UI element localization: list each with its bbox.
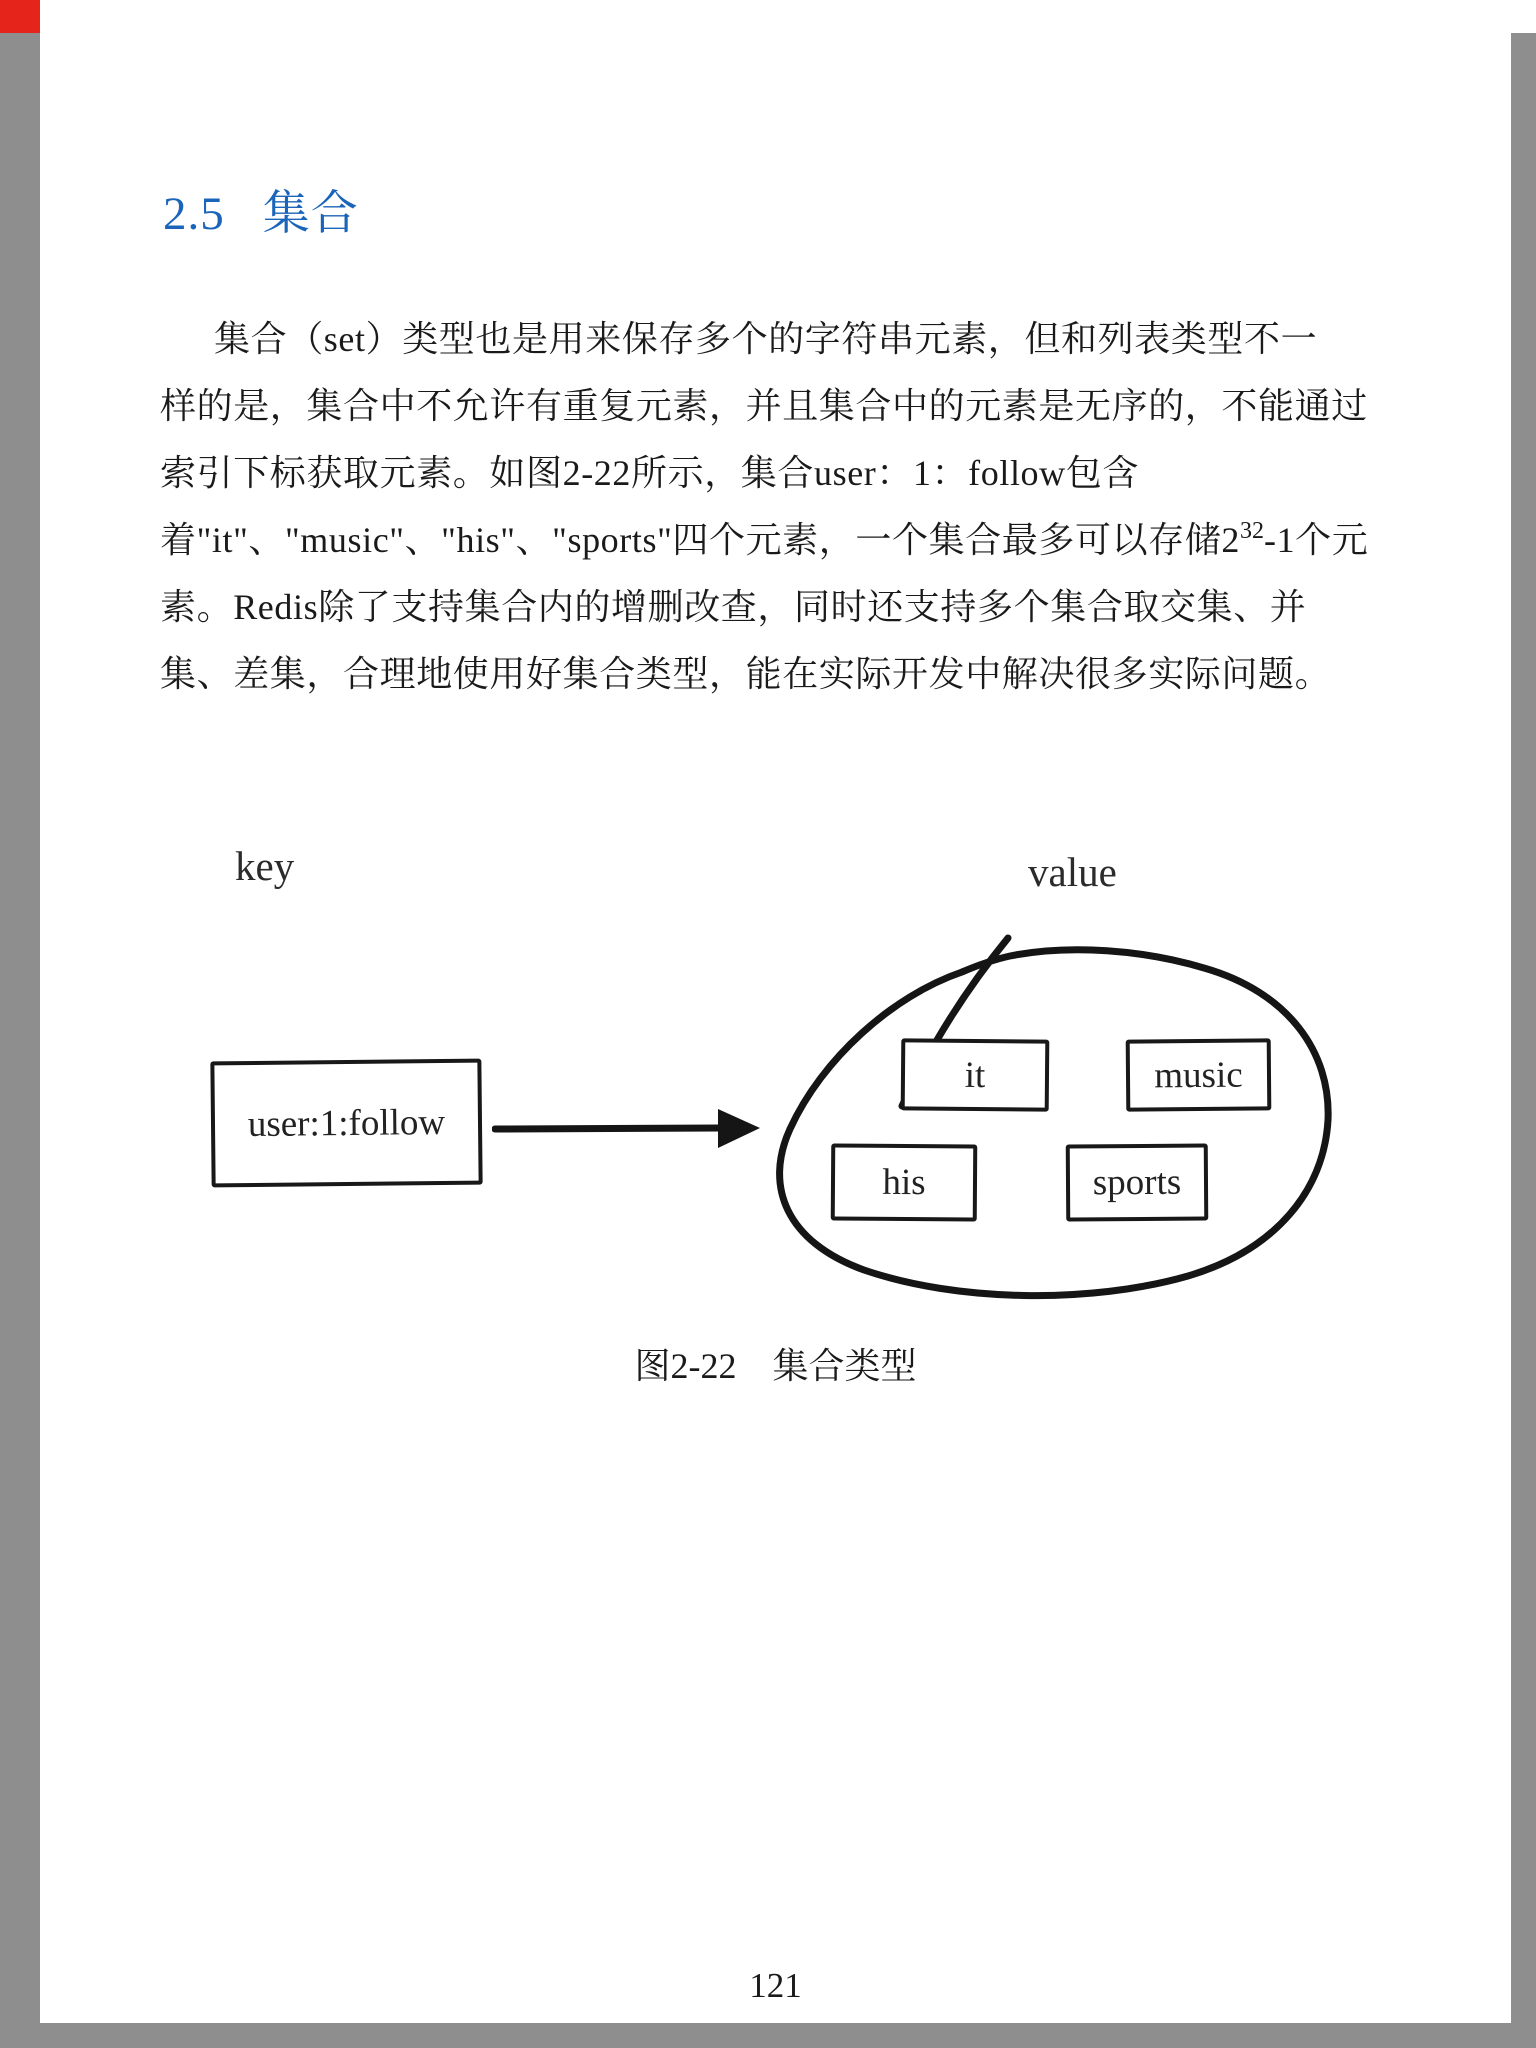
paragraph-line-5: 素。Redis除了支持集合内的增删改查，同时还支持多个集合取交集、并: [160, 587, 1307, 627]
book-page: [40, 0, 1511, 2023]
reader-left-margin: [0, 33, 40, 2048]
section-number: 2.5: [163, 188, 225, 240]
set-item-it: it: [901, 1038, 1050, 1111]
paragraph-line-4-tail: -1个元: [1263, 520, 1369, 560]
key-box-text: user:1:follow: [247, 1101, 446, 1145]
arrow-right-icon: [492, 1098, 762, 1158]
paragraph-line-2: 样的是，集合中不允许有重复元素，并且集合中的元素是无序的，不能通过: [160, 386, 1368, 426]
paragraph-line-4: [160, 507, 1375, 574]
paragraph-line-1: 集合（set）类型也是用来保存多个的字符串元素，但和列表类型不一: [214, 319, 1318, 359]
section-heading: [163, 176, 359, 243]
section-title: 集合: [262, 188, 359, 240]
value-label: value: [1028, 849, 1117, 895]
paragraph-line-4-text: 着"it"、"music"、"his"、"sports"四个元素，一个集合最多可以存储2: [160, 520, 1240, 560]
set-item-his: his: [831, 1143, 978, 1221]
paragraph-line-3: 索引下标获取元素。如图2-22所示，集合user：1：follow包含: [160, 453, 1139, 493]
figure-caption-title: 集合类型: [772, 1346, 917, 1386]
body-paragraph: [160, 306, 1375, 708]
figure-caption: [40, 1338, 1511, 1389]
figure-caption-number: 图2-22: [634, 1346, 737, 1386]
reader-bottom-margin: [0, 2023, 1536, 2048]
set-outline-blob: [752, 924, 1333, 1300]
top-left-red-indicator: [0, 0, 40, 33]
key-label: key: [235, 843, 295, 889]
figure-2-22: [140, 840, 1410, 1340]
reader-right-margin: [1511, 33, 1536, 2048]
set-item-music: music: [1126, 1038, 1272, 1111]
exponent-superscript: 32: [1239, 518, 1264, 544]
set-item-sports: sports: [1066, 1144, 1209, 1222]
page-number: 121: [749, 1966, 802, 2005]
paragraph-line-6: 集、差集，合理地使用好集合类型，能在实际开发中解决很多实际问题。: [160, 654, 1332, 694]
key-box: [210, 1059, 482, 1188]
